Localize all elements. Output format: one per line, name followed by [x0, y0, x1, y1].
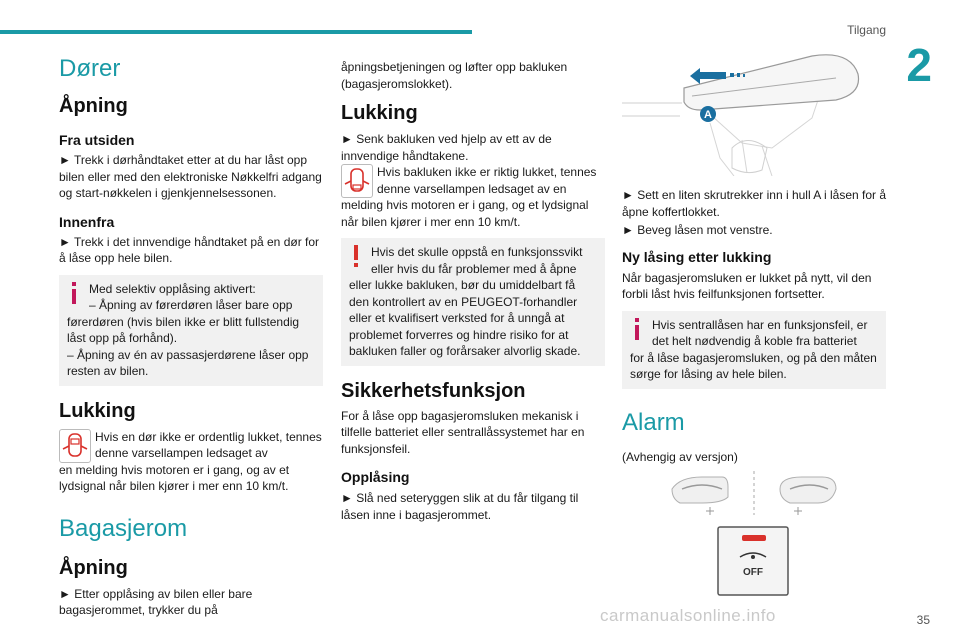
- info-icon: [630, 317, 644, 341]
- text-fra-utsiden: ► Trekk i dørhåndtaket etter at du har låst opp bilen eller med den elektroniske Nøkkelfri adgang og start-nøkkelen i gjenkjennelsessonen.: [59, 153, 322, 200]
- text-alarm-version: (Avhengig av versjon): [622, 449, 738, 464]
- trunk-lock-illustration: [622, 48, 886, 176]
- column-1: [59, 48, 323, 619]
- chapter-number: 2: [906, 39, 932, 91]
- header-accent-bar: [0, 30, 472, 34]
- watermark: carmanualsonline.info: [600, 606, 776, 625]
- note-line-1: Med selektiv opplåsing aktivert:: [89, 281, 256, 296]
- info-note-selective-unlock: [59, 275, 323, 386]
- heading-alarm: Alarm: [622, 408, 685, 436]
- heading-bagasjerom: Bagasjerom: [59, 514, 188, 542]
- text-continued: åpningsbetjeningen og løfter opp bakluken (bagasjeromslokket).: [341, 60, 568, 91]
- text-ny-lasing: Når bagasjeromsluken er lukket på nytt, vil den forbli låst hvis feilfunksjonen fortsetter.: [622, 270, 872, 301]
- note-line-2: – Åpning av førerdøren låser bare opp: [89, 298, 293, 312]
- door-open-warning-icon: [59, 429, 91, 463]
- lukking-text-1: Hvis en dør ikke er ordentlig lukket, tennes denne varsellampen ledsaget av: [95, 429, 322, 460]
- heading-lukking: Lukking: [59, 399, 136, 422]
- caution-first: Hvis det skulle oppstå en funksjonssvikt eller hvis du får problemer med å åpne: [371, 245, 583, 276]
- heading-dorer: Dører: [59, 55, 121, 82]
- heading-apning-2: Åpning: [59, 556, 128, 579]
- text-screwdriver: ► Sett en liten skrutrekker inn i hull A i låsen for å åpne koffertlokket.: [622, 188, 887, 219]
- info-note-central-lock: [622, 311, 886, 389]
- text-apning-2: ► Etter opplåsing av bilen eller bare bagasjerommet, trykker du på: [59, 586, 253, 617]
- tailgate-warn-1: Hvis bakluken ikke er riktig lukket, tennes denne varsellampen ledsaget av en: [377, 165, 597, 196]
- door-warning-block: [59, 429, 323, 495]
- heading-opplasing: Opplåsing: [341, 469, 410, 485]
- lukking-text-2: en melding hvis motoren er i gang, og av et lydsignal når bilen kjører i mer enn 10 km/t.: [59, 462, 290, 493]
- heading-ny-lasing: Ny låsing etter lukking: [622, 248, 772, 265]
- heading-lukking-2: Lukking: [341, 102, 418, 124]
- page-number: 35: [916, 613, 930, 627]
- tailgate-warning-block: [341, 164, 605, 230]
- alarm-off-label: OFF: [743, 567, 763, 578]
- caution-note: [341, 238, 605, 366]
- column-3: [622, 48, 886, 624]
- column-2: [341, 48, 605, 523]
- alarm-button-illustration: [622, 469, 886, 619]
- hole-a-label: A: [704, 109, 712, 121]
- heading-apning: Åpning: [59, 95, 128, 117]
- section-label: Tilgang: [847, 23, 886, 37]
- text-opplasing: ► Slå ned seteryggen slik at du får tilgang til låsen inne i bagasjerommet.: [341, 491, 579, 522]
- heading-sikkerhetsfunksjon: Sikkerhetsfunksjon: [341, 379, 526, 402]
- caution-rest: eller lukke bakluken, bør du umiddelbart få den kontrollert av en PEUGEOT-forhandler eller et kvalifisert verksted for å unngå at problemet forverres og hindre risiko for at bakluken faller og forårsaker alvorlig skade.: [349, 278, 581, 358]
- text-move-lock: ► Beveg låsen mot venstre.: [622, 223, 773, 237]
- exclamation-icon: [349, 244, 363, 268]
- text-innenfra: ► Trekk i det innvendige håndtaket på en dør for å låse opp hele bilen.: [59, 234, 320, 265]
- note-rest-2: – Åpning av én av passasjerdørene låser opp resten av bilen.: [67, 347, 309, 378]
- info-icon: [67, 281, 81, 305]
- text-lukking-2: ► Senk bakluken ved hjelp av ett av de innvendige håndtakene.: [341, 132, 552, 163]
- tailgate-warn-2: melding hvis motoren er i gang, og et lydsignal når bilen kjører i mer enn 10 km/t.: [341, 198, 589, 229]
- heading-innenfra: Innenfra: [59, 213, 115, 230]
- central-lock-note-first: Hvis sentrallåsen har en funksjonsfeil, er det helt nødvendig å koble fra batteriet: [652, 317, 868, 348]
- tailgate-open-warning-icon: [341, 164, 373, 198]
- central-lock-note-rest: for å låse bagasjeromsluken, og på den måten sørge for låsing av hele bilen.: [630, 350, 877, 381]
- note-rest-1: førerdøren (hvis bilen ikke er blitt fullstendig låst opp på forhånd).: [67, 314, 300, 345]
- heading-fra-utsiden: Fra utsiden: [59, 132, 135, 148]
- text-sikkerhetsfunksjon: For å låse opp bagasjeromsluken mekanisk i tilfelle batteriet eller sentrallåssystemet har en funksjonsfeil.: [341, 408, 585, 456]
